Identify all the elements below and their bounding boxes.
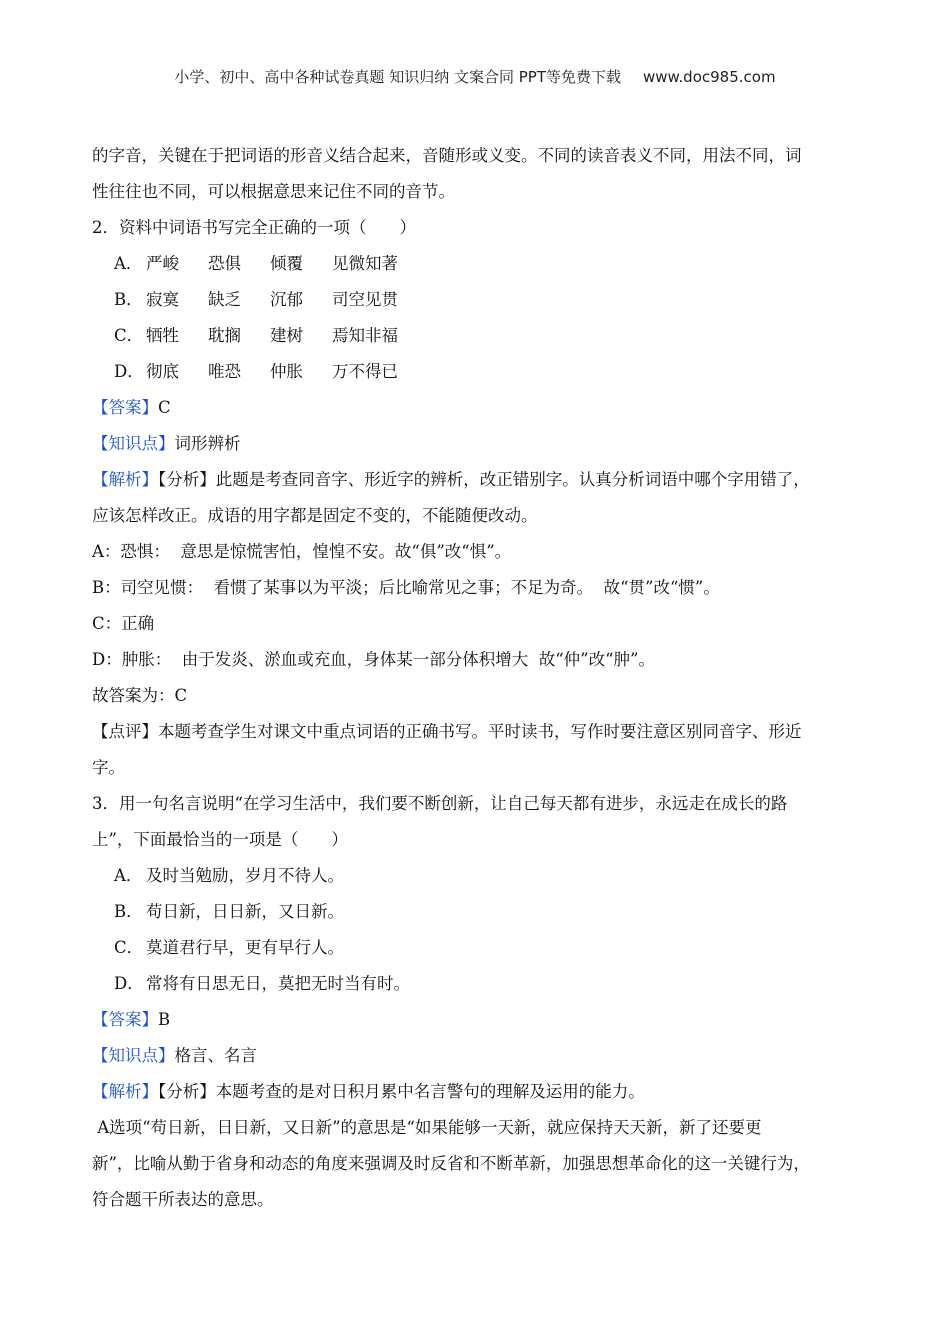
q2-detail: B：司空见惯： 看惯了某事以为平淡；后比喻常见之事；不足为奇。 故“贯”改“惯”。 xyxy=(92,578,720,597)
q2-option-d: D． 彻底 唯恐 仲胀 万不得已 xyxy=(114,362,398,381)
q2-detail: C：正确 xyxy=(92,614,155,633)
q3-option-c: C． 莫道君行早，更有早行人。 xyxy=(114,938,344,957)
page-header xyxy=(0,66,950,87)
header-text: 小学、初中、高中各种试卷真题 知识归纳 文案合同 PPT等免费下载 xyxy=(174,68,621,86)
knowledge-point-tag: 【知识点】 xyxy=(92,434,175,453)
q3-analysis-line: A选项“苟日新，日日新，又日新”的意思是“如果能够一天新，就应保持天天新，新了还要更 xyxy=(92,1118,762,1137)
q2-comment-line: 字。 xyxy=(92,758,125,777)
question-3-stem: 3．用一句名言说明“在学习生活中，我们要不断创新，让自己每天都有进步，永远走在成长的路 xyxy=(92,794,788,813)
q3-analysis-line: 符合题干所表达的意思。 xyxy=(92,1190,274,1209)
intro-line: 的字音，关键在于把词语的形音义结合起来，音随形或义变。不同的读音表义不同，用法不同，词 xyxy=(92,146,802,165)
header-url: www.doc985.com xyxy=(642,68,776,86)
document-body xyxy=(92,138,862,1218)
answer-tag: 【答案】 xyxy=(92,398,158,417)
q3-knowledge-point: 【知识点】格言、名言 xyxy=(92,1046,257,1065)
q2-analysis-line: 应该怎样改正。成语的用字都是固定不变的，不能随便改动。 xyxy=(92,506,538,525)
q2-option-c: C． 牺牲 耽搁 建树 焉知非福 xyxy=(114,326,398,345)
question-3-stem: 上”，下面最恰当的一项是（ ） xyxy=(92,830,348,849)
answer-tag: 【答案】 xyxy=(92,1010,158,1029)
q2-detail: D：肿胀： 由于发炎、淤血或充血，身体某一部分体积增大 故“仲”改“肿”。 xyxy=(92,650,655,669)
analysis-tag: 【解析】 xyxy=(92,1082,158,1101)
q3-option-b: B． 苟日新，日日新，又日新。 xyxy=(114,902,344,921)
q3-answer: 【答案】B xyxy=(92,1010,171,1029)
q3-analysis-line: 新”，比喻从勤于省身和动态的角度来强调及时反省和不断革新，加强思想革命化的这一关键行为， xyxy=(92,1154,810,1173)
knowledge-point-tag: 【知识点】 xyxy=(92,1046,175,1065)
q2-option-a: A． 严峻 恐俱 倾覆 见微知著 xyxy=(114,254,398,273)
intro-line: 性往往也不同，可以根据意思来记住不同的音节。 xyxy=(92,182,455,201)
q3-option-d: D． 常将有日思无日，莫把无时当有时。 xyxy=(114,974,410,993)
q2-detail: 故答案为：C xyxy=(92,686,188,705)
q2-analysis-line: 【解析】【分析】此题是考查同音字、形近字的辨析，改正错别字。认真分析词语中哪个字用错了， xyxy=(92,470,810,489)
q2-comment-line: 【点评】本题考查学生对课文中重点词语的正确书写。平时读书，写作时要注意区别同音字、形近 xyxy=(92,722,802,741)
q2-detail: A：恐惧： 意思是惊慌害怕，惶惶不安。故“俱”改“惧”。 xyxy=(92,542,512,561)
analysis-tag: 【解析】 xyxy=(92,470,158,489)
q2-knowledge-point: 【知识点】词形辨析 xyxy=(92,434,241,453)
q3-analysis-line: 【解析】【分析】本题考查的是对日积月累中名言警句的理解及运用的能力。 xyxy=(92,1082,645,1101)
q2-option-b: B． 寂寞 缺乏 沉郁 司空见贯 xyxy=(114,290,398,309)
question-2-stem: 2．资料中词语书写完全正确的一项（ ） xyxy=(92,218,416,237)
q3-option-a: A． 及时当勉励，岁月不待人。 xyxy=(114,866,344,885)
q2-answer: 【答案】C xyxy=(92,398,171,417)
